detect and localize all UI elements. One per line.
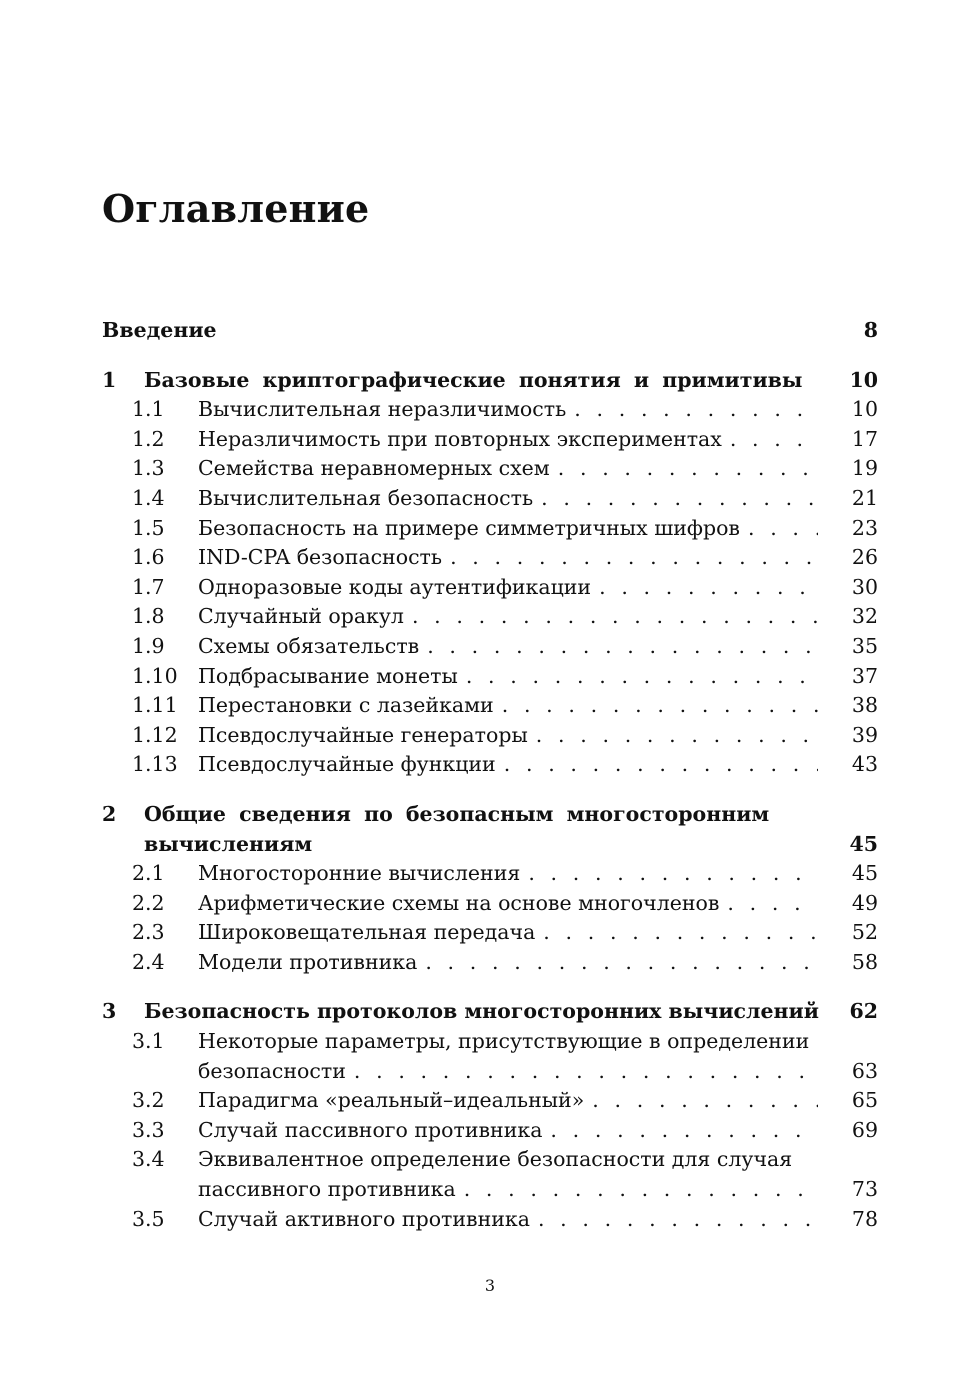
- page-number: 3: [484, 1276, 496, 1295]
- toc-chapter-2-cont[interactable]: [102, 830, 878, 860]
- toc-section[interactable]: [102, 573, 878, 603]
- section-number: 1.2: [132, 426, 165, 451]
- section-title: Одноразовые коды аутентификации . . .: [198, 573, 818, 603]
- page-title: Оглавление: [102, 186, 370, 231]
- toc-entry-intro[interactable]: [102, 316, 878, 346]
- section-number: 1.5: [132, 515, 165, 540]
- toc-entry-page: 8: [863, 318, 878, 342]
- section-page: 21: [851, 485, 878, 510]
- section-number: 3.2: [132, 1088, 165, 1113]
- section-title: Случай активного противника . . .: [198, 1205, 818, 1235]
- section-number: 1.9: [132, 633, 165, 658]
- section-title: Широковещательная передача . . .: [198, 918, 818, 948]
- section-title: Схемы обязательств . . .: [198, 632, 818, 662]
- section-number: 3.1: [132, 1029, 165, 1054]
- section-page: 63: [851, 1058, 878, 1083]
- section-title: Случайный оракул . . .: [198, 602, 818, 632]
- chapter-number: 2: [102, 801, 117, 826]
- toc-section[interactable]: [102, 691, 878, 721]
- chapter-title-line1: Общие сведения по безопасным многосторонним: [144, 801, 770, 826]
- section-number: 3.3: [132, 1117, 165, 1142]
- toc-section[interactable]: [102, 889, 878, 919]
- section-number: 1.4: [132, 485, 165, 510]
- section-page: 26: [851, 545, 878, 570]
- section-title: Псевдослучайные функции . . .: [198, 750, 818, 780]
- section-title-line1: Некоторые параметры, присутствующие в определении: [198, 1029, 810, 1054]
- section-title: Случай пассивного противника . . .: [198, 1116, 818, 1146]
- chapter-number: 1: [102, 367, 117, 392]
- chapter-page: 10: [849, 367, 878, 392]
- toc-section[interactable]: [102, 721, 878, 751]
- section-page: 69: [851, 1117, 878, 1142]
- toc-section[interactable]: [102, 1205, 878, 1235]
- toc-section[interactable]: [102, 1027, 878, 1057]
- section-page: 32: [851, 604, 878, 629]
- section-number: 1.1: [132, 397, 165, 422]
- section-number: 1.11: [132, 693, 178, 718]
- section-page: 35: [851, 633, 878, 658]
- toc-section[interactable]: [102, 948, 878, 978]
- toc-entry-title: Введение: [102, 318, 217, 342]
- toc-section[interactable]: [102, 484, 878, 514]
- toc-section[interactable]: [102, 1086, 878, 1116]
- section-title-line2: пассивного противника . . .: [198, 1175, 818, 1205]
- section-title-line1: Эквивалентное определение безопасности для случая: [198, 1147, 793, 1172]
- section-page: 78: [851, 1206, 878, 1231]
- toc-section[interactable]: [102, 1145, 878, 1175]
- toc-section[interactable]: [102, 662, 878, 692]
- chapter-page: 62: [849, 999, 878, 1024]
- section-title: Многосторонние вычисления . . .: [198, 859, 818, 889]
- section-number: 1.13: [132, 752, 178, 777]
- toc-section[interactable]: [102, 859, 878, 889]
- section-page: 37: [851, 663, 878, 688]
- section-page: 73: [851, 1177, 878, 1202]
- section-page: 23: [851, 515, 878, 540]
- toc-section-cont[interactable]: [102, 1057, 878, 1087]
- section-title: Арифметические схемы на основе многочленов . . .: [198, 889, 818, 919]
- section-number: 3.5: [132, 1206, 165, 1231]
- section-page: 65: [851, 1088, 878, 1113]
- toc-chapter-3[interactable]: [102, 997, 878, 1027]
- toc-section[interactable]: [102, 425, 878, 455]
- section-number: 3.4: [132, 1147, 165, 1172]
- chapter-title: Базовые криптографические понятия и примитивы: [144, 367, 803, 392]
- section-page: 39: [851, 722, 878, 747]
- section-number: 1.7: [132, 574, 165, 599]
- section-title: Подбрасывание монеты . . .: [198, 662, 818, 692]
- toc-section[interactable]: [102, 918, 878, 948]
- section-page: 45: [851, 861, 878, 886]
- section-title-line2: безопасности . . .: [198, 1057, 818, 1087]
- chapter-page: 45: [849, 831, 878, 856]
- section-title: Псевдослучайные генераторы . . .: [198, 721, 818, 751]
- toc-section[interactable]: [102, 514, 878, 544]
- toc-section[interactable]: [102, 543, 878, 573]
- section-title: Вычислительная неразличимость . . .: [198, 395, 818, 425]
- toc-section[interactable]: [102, 632, 878, 662]
- chapter-title: Безопасность протоколов многосторонних вычислений: [144, 999, 819, 1024]
- chapter-number: 3: [102, 999, 117, 1024]
- section-number: 2.2: [132, 890, 165, 915]
- section-title: IND-CPA безопасность . . .: [198, 543, 818, 573]
- toc-chapter-1[interactable]: [102, 366, 878, 396]
- section-page: 10: [851, 397, 878, 422]
- section-number: 1.8: [132, 604, 165, 629]
- section-number: 1.10: [132, 663, 178, 688]
- table-of-contents: [102, 316, 878, 1234]
- section-number: 1.6: [132, 545, 165, 570]
- section-page: 58: [851, 949, 878, 974]
- toc-section[interactable]: [102, 1116, 878, 1146]
- chapter-title-line2: вычислениям: [144, 831, 313, 856]
- section-title: Безопасность на примере симметричных шифров . . .: [198, 514, 818, 544]
- section-number: 2.3: [132, 920, 165, 945]
- section-page: 17: [851, 426, 878, 451]
- section-number: 1.12: [132, 722, 178, 747]
- toc-chapter-2[interactable]: [102, 800, 878, 830]
- section-page: 43: [851, 752, 878, 777]
- toc-section-cont[interactable]: [102, 1175, 878, 1205]
- section-page: 38: [851, 693, 878, 718]
- toc-section[interactable]: [102, 602, 878, 632]
- toc-section[interactable]: [102, 395, 878, 425]
- section-page: 30: [851, 574, 878, 599]
- section-title: Парадигма «реальный–идеальный» . . .: [198, 1086, 818, 1116]
- section-page: 49: [851, 890, 878, 915]
- section-title: Неразличимость при повторных экспериментах . . .: [198, 425, 818, 455]
- section-title: Вычислительная безопасность . . .: [198, 484, 818, 514]
- section-title: Семейства неравномерных схем . . .: [198, 454, 818, 484]
- section-number: 1.3: [132, 456, 165, 481]
- section-number: 2.4: [132, 949, 165, 974]
- toc-section[interactable]: [102, 750, 878, 780]
- toc-section[interactable]: [102, 454, 878, 484]
- section-page: 19: [851, 456, 878, 481]
- section-title: Модели противника . . .: [198, 948, 818, 978]
- section-number: 2.1: [132, 861, 165, 886]
- section-page: 52: [851, 920, 878, 945]
- section-title: Перестановки с лазейками . . .: [198, 691, 818, 721]
